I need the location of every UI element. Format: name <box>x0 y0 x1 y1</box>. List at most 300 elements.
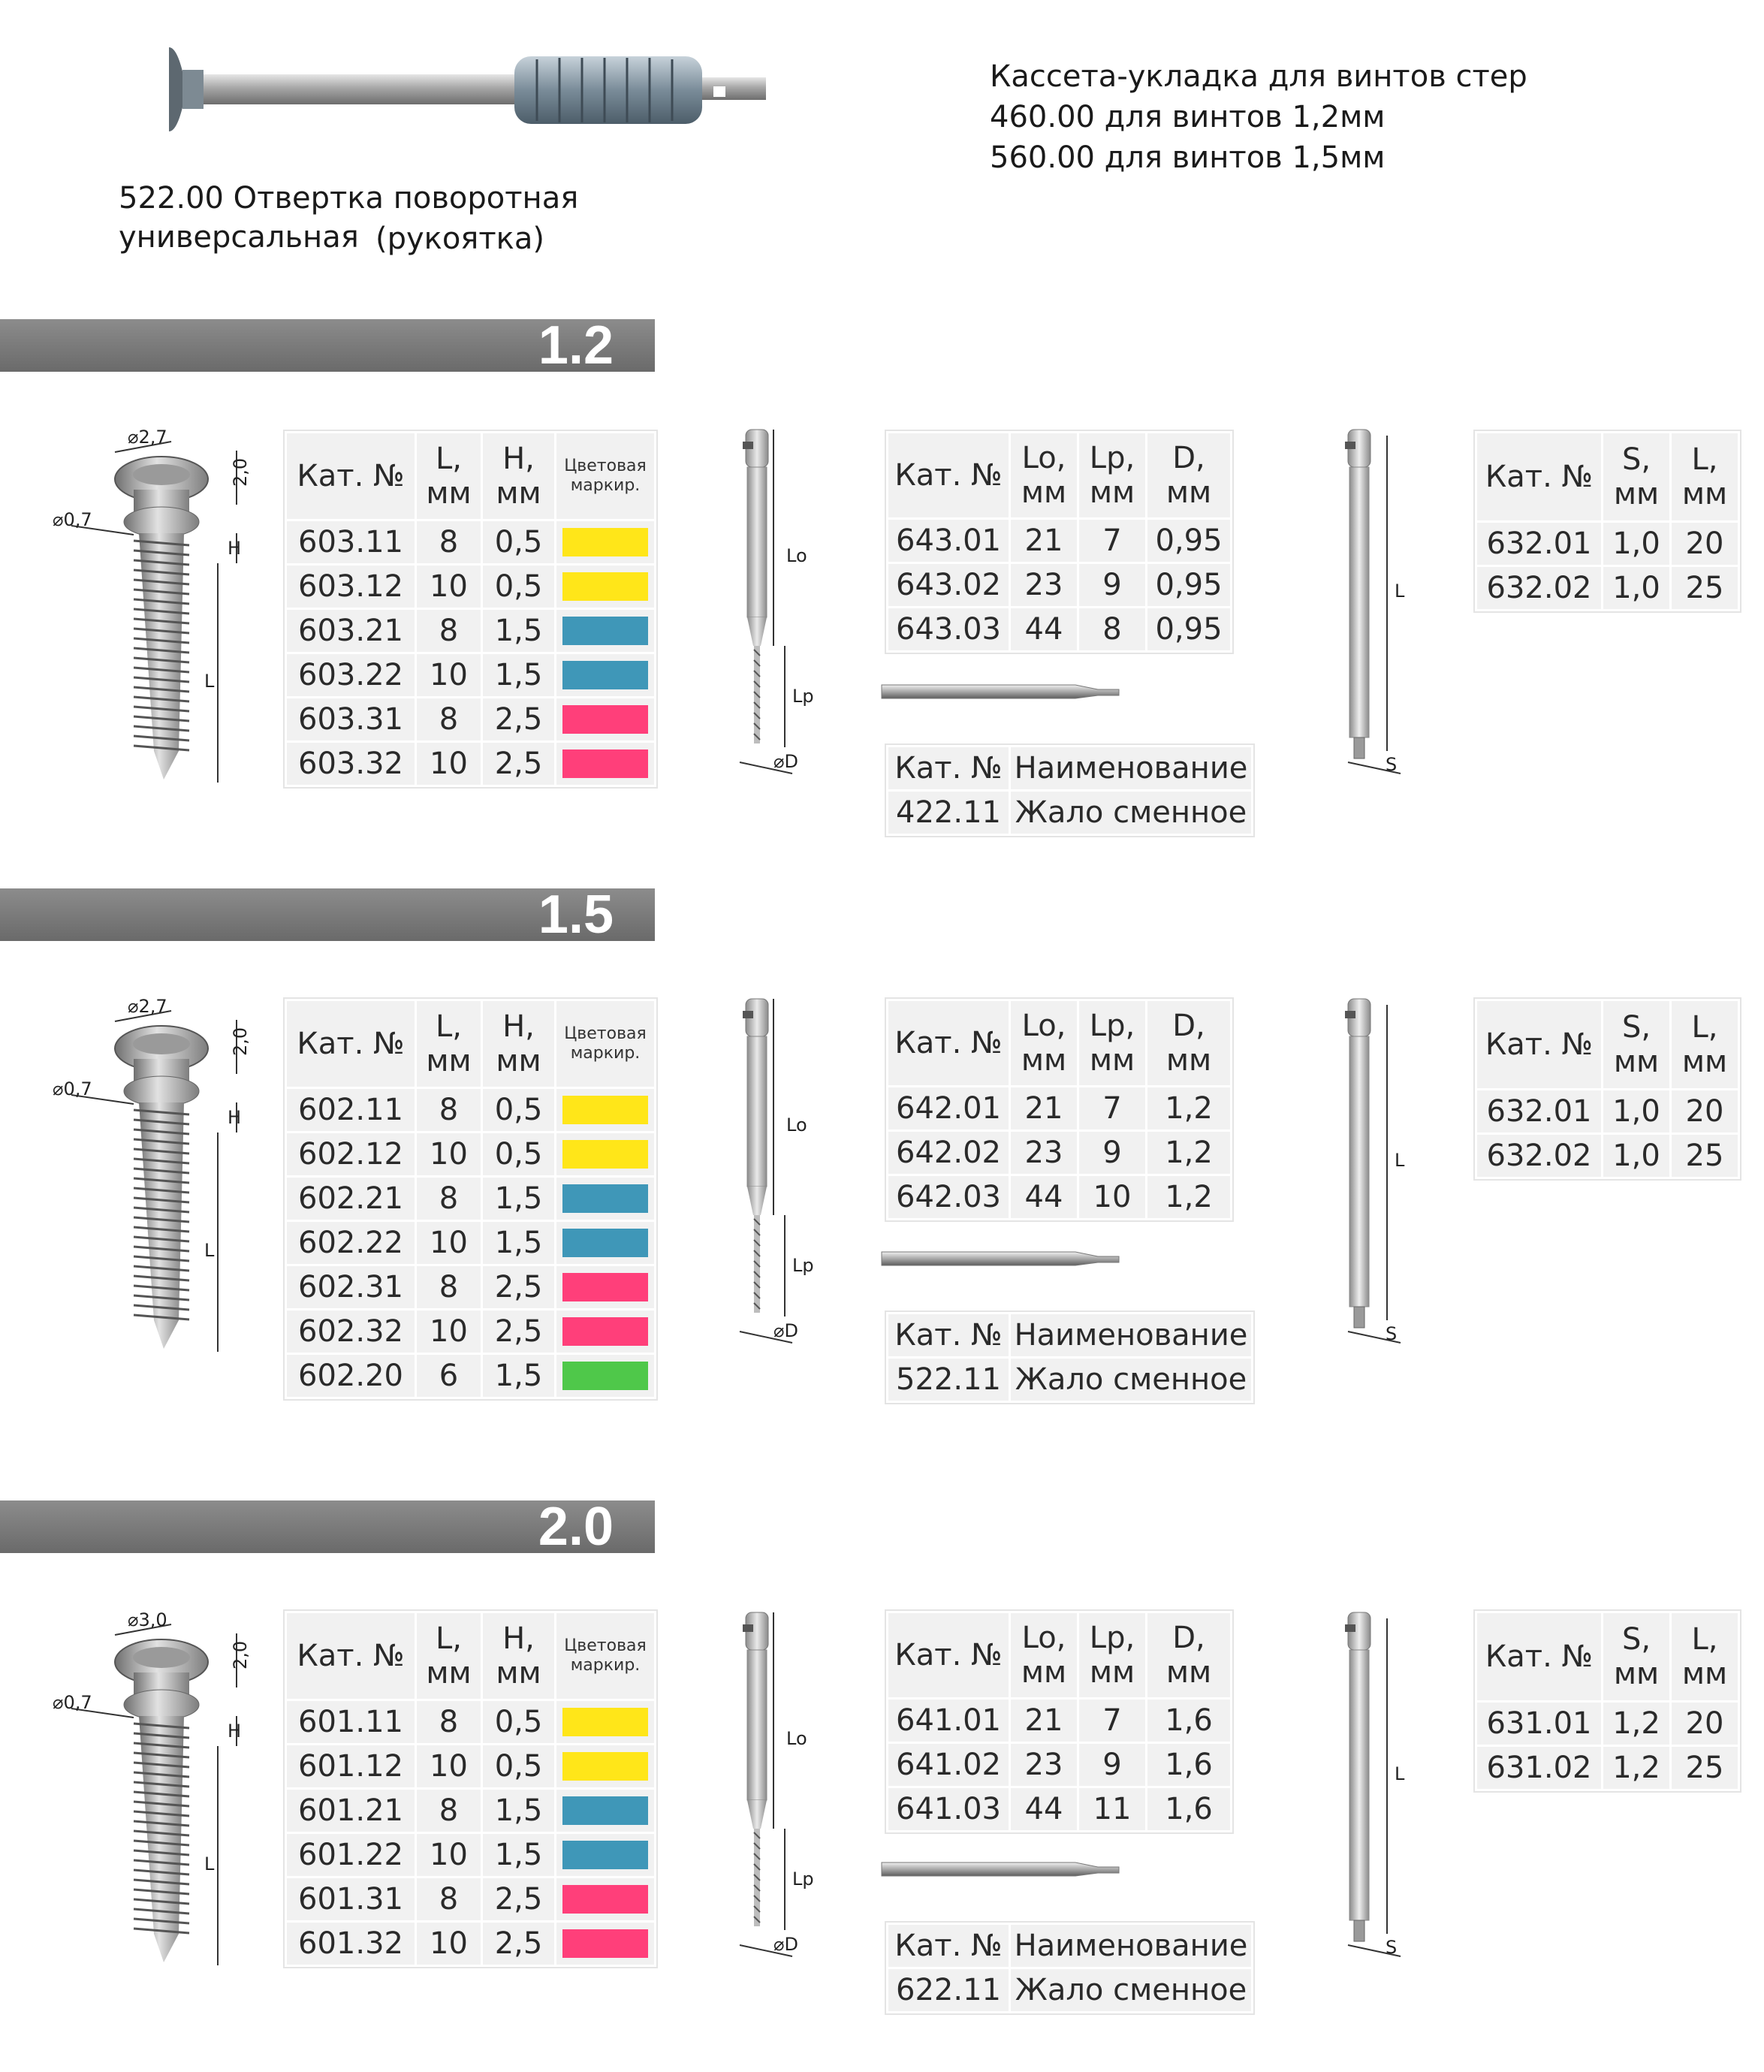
color-swatch <box>562 572 648 601</box>
cell-d: 0,95 <box>1155 523 1223 558</box>
cell-cat: 602.22 <box>298 1226 403 1260</box>
cell-h: 0,5 <box>494 569 543 604</box>
size-band <box>0 885 655 945</box>
cell-cat: 603.22 <box>298 658 403 692</box>
header-s-unit: мм <box>1613 1657 1660 1691</box>
drill-table <box>885 430 1234 654</box>
color-swatch <box>562 528 648 556</box>
table-row <box>287 1266 654 1308</box>
header-lp: Lp, <box>1089 1009 1135 1043</box>
cell-l: 20 <box>1685 1094 1724 1129</box>
cell-lo: 44 <box>1024 1792 1063 1826</box>
cell-cat: 632.01 <box>1486 526 1592 561</box>
dim-head-diameter: ⌀2,7 <box>128 996 167 1017</box>
replaceable-tip-illustration <box>880 676 1135 706</box>
cassette-caption-line-2: 460.00 для винтов 1,2мм <box>990 100 1386 134</box>
dim-l: L <box>1395 1763 1405 1784</box>
table-header <box>287 1613 654 1699</box>
table-row <box>287 1790 654 1832</box>
dim-d: ⌀D <box>773 751 798 772</box>
cell-h: 1,5 <box>494 1226 543 1260</box>
cassette-caption-line-1: Кассета-укладка для винтов стер <box>990 59 1527 94</box>
table-header <box>1477 1001 1738 1088</box>
cell-lo: 21 <box>1024 1091 1063 1126</box>
header-l: L, <box>436 1009 462 1044</box>
cell-cat: 642.01 <box>896 1091 1001 1126</box>
header-cat: Кат. № <box>894 1026 1003 1060</box>
header-h-unit: мм <box>496 1044 541 1078</box>
table-header <box>888 1925 1251 1967</box>
table-row <box>287 1222 654 1264</box>
cell-cat: 602.20 <box>298 1359 403 1393</box>
color-swatch <box>562 1317 648 1346</box>
dim-head-height: 2,0 <box>230 1027 251 1056</box>
driver-blade-illustration <box>1333 990 1423 1350</box>
cell-cat: 603.12 <box>298 569 403 604</box>
header-cat: Кат. № <box>297 1027 405 1061</box>
cell-cat: 422.11 <box>896 795 1001 830</box>
table-row <box>888 1969 1251 2011</box>
dim-l: L <box>1395 1150 1405 1171</box>
table-row <box>888 1700 1230 1742</box>
cell-cat: 631.01 <box>1486 1706 1592 1741</box>
cell-l: 25 <box>1685 1139 1724 1173</box>
header-color-2: маркир. <box>570 476 641 495</box>
cell-cat: 601.21 <box>298 1793 403 1828</box>
cell-l: 25 <box>1685 571 1724 605</box>
cell-l: 10 <box>430 746 468 781</box>
header-lo-unit: мм <box>1021 1655 1067 1690</box>
cell-cat: 602.31 <box>298 1270 403 1304</box>
driver-blade-table <box>1473 997 1741 1181</box>
header-s: S, <box>1621 442 1651 477</box>
cell-cat: 603.21 <box>298 614 403 648</box>
table-row <box>1477 567 1738 609</box>
table-header <box>888 1613 1230 1697</box>
header-l: L, <box>1691 1010 1718 1045</box>
screw-table <box>283 1609 658 1968</box>
dim-lo: Lo <box>786 545 807 566</box>
cell-h: 0,5 <box>494 525 543 559</box>
header-lo-unit: мм <box>1021 1043 1067 1078</box>
table-row <box>287 1310 654 1353</box>
cell-l: 8 <box>439 1181 459 1216</box>
header-lo: Lo, <box>1021 441 1066 475</box>
screw-illustration <box>45 990 270 1365</box>
header-l-unit: мм <box>1681 1657 1728 1691</box>
header-lp: Lp, <box>1089 1621 1135 1655</box>
header-l: L, <box>1691 1622 1718 1657</box>
table-row <box>888 564 1230 606</box>
dim-head-diameter: ⌀2,7 <box>128 427 167 448</box>
drill-table <box>885 1609 1234 1834</box>
table-row <box>1477 1135 1738 1177</box>
dim-l: L <box>1395 581 1405 602</box>
header-s: S, <box>1621 1010 1651 1045</box>
dim-lp: Lp <box>792 1255 814 1276</box>
cell-l: 8 <box>439 1270 459 1304</box>
table-row <box>888 1087 1230 1129</box>
cell-lp: 9 <box>1102 1748 1122 1782</box>
table-row <box>287 743 654 785</box>
cell-l: 20 <box>1685 526 1724 561</box>
header-lp-unit: мм <box>1089 475 1135 510</box>
header-lo-unit: мм <box>1021 475 1067 510</box>
table-row <box>287 1745 654 1787</box>
dim-l: L <box>204 1240 215 1261</box>
screw-illustration <box>45 421 270 796</box>
cell-cat: 522.11 <box>896 1362 1001 1397</box>
cell-name: Жало сменное <box>1015 1973 1247 2007</box>
header-l: L, <box>436 442 462 476</box>
header-color: Цветовая <box>564 1636 647 1655</box>
cell-cat: 603.11 <box>298 525 403 559</box>
header-l: L, <box>436 1621 462 1656</box>
header-cat: Кат. № <box>894 1929 1003 1963</box>
color-swatch <box>562 1708 648 1736</box>
dim-head-diameter: ⌀3,0 <box>128 1609 167 1630</box>
cell-l: 6 <box>439 1359 459 1393</box>
header-lp: Lp, <box>1089 441 1135 475</box>
dim-head-height: 2,0 <box>230 457 251 487</box>
cell-l: 10 <box>430 569 468 604</box>
dim-lo: Lo <box>786 1114 807 1136</box>
drill-illustration <box>732 990 822 1350</box>
header-s-unit: мм <box>1613 477 1660 511</box>
table-row <box>287 610 654 652</box>
header-cat: Кат. № <box>894 1318 1003 1353</box>
cell-h: 0,5 <box>494 1137 543 1172</box>
screwdriver-caption-line-2: (рукоятка) <box>375 222 544 256</box>
replaceable-tip-illustration <box>880 1853 1135 1883</box>
table-row <box>888 1359 1251 1401</box>
cell-h: 0,5 <box>494 1749 543 1784</box>
cell-l: 20 <box>1685 1706 1724 1741</box>
color-swatch <box>562 661 648 689</box>
cell-l: 8 <box>439 1882 459 1917</box>
cell-cat: 601.22 <box>298 1838 403 1872</box>
cell-h: 2,5 <box>494 1270 543 1304</box>
table-header <box>888 747 1251 789</box>
header-l-unit: мм <box>1681 1045 1728 1079</box>
cell-h: 1,5 <box>494 1838 543 1872</box>
header-lp-unit: мм <box>1089 1043 1135 1078</box>
table-row <box>1477 1747 1738 1789</box>
cell-cat: 631.02 <box>1486 1751 1592 1785</box>
drill-illustration <box>732 421 822 781</box>
header-d: D, <box>1172 1009 1205 1043</box>
header-name: Наименование <box>1014 1929 1248 1963</box>
color-swatch <box>562 1929 648 1958</box>
dim-head-height: 2,0 <box>230 1640 251 1669</box>
table-header <box>888 1001 1230 1085</box>
table-header <box>287 1001 654 1087</box>
cell-lp: 10 <box>1093 1180 1132 1214</box>
dim-s: S <box>1386 1323 1398 1344</box>
cell-name: Жало сменное <box>1015 1362 1247 1397</box>
table-row <box>287 1878 654 1920</box>
cell-l: 10 <box>430 658 468 692</box>
cell-l: 8 <box>439 614 459 648</box>
header-cat: Кат. № <box>894 1638 1003 1672</box>
driver-blade-table <box>1473 430 1741 613</box>
cell-lp: 9 <box>1102 568 1122 602</box>
header-d-unit: мм <box>1165 475 1212 510</box>
cell-lp: 7 <box>1102 1703 1122 1738</box>
color-swatch <box>562 1362 648 1390</box>
header-h: H, <box>502 442 535 476</box>
color-swatch <box>562 1140 648 1169</box>
header-lo: Lo, <box>1021 1009 1066 1043</box>
size-band <box>0 1497 655 1557</box>
table-header <box>1477 433 1738 520</box>
cell-cat: 601.11 <box>298 1705 403 1739</box>
color-swatch <box>562 1796 648 1825</box>
cell-d: 1,2 <box>1165 1136 1213 1170</box>
cell-cat: 632.02 <box>1486 571 1592 605</box>
cell-cat: 602.11 <box>298 1093 403 1127</box>
color-swatch <box>562 749 648 778</box>
tip-table <box>885 1921 1255 2015</box>
cell-h: 1,5 <box>494 658 543 692</box>
color-swatch <box>562 1752 648 1781</box>
color-swatch <box>562 1184 648 1213</box>
driver-blade-table <box>1473 1609 1741 1793</box>
cell-lo: 23 <box>1024 568 1063 602</box>
dim-lp: Lp <box>792 686 814 707</box>
table-header <box>1477 1613 1738 1700</box>
color-swatch <box>562 1229 648 1257</box>
replaceable-tip-illustration <box>880 1243 1135 1273</box>
cell-l: 10 <box>430 1749 468 1784</box>
cell-d: 0,95 <box>1155 568 1223 602</box>
cell-s: 1,2 <box>1612 1751 1660 1785</box>
dim-h: H <box>228 1107 242 1128</box>
cell-s: 1,0 <box>1612 1094 1660 1129</box>
cell-h: 0,5 <box>494 1705 543 1739</box>
cell-cat: 602.21 <box>298 1181 403 1216</box>
table-row <box>287 1923 654 1965</box>
table-row <box>1477 1703 1738 1745</box>
dim-d: ⌀D <box>773 1320 798 1341</box>
cell-lo: 44 <box>1024 612 1063 647</box>
header-h: H, <box>502 1009 535 1044</box>
header-h: H, <box>502 1621 535 1656</box>
cell-l: 25 <box>1685 1751 1724 1785</box>
cell-s: 1,0 <box>1612 1139 1660 1173</box>
header-s: S, <box>1621 1622 1651 1657</box>
cell-cat: 642.03 <box>896 1180 1001 1214</box>
header-cat: Кат. № <box>297 1639 405 1673</box>
cell-lo: 21 <box>1024 523 1063 558</box>
cell-l: 8 <box>439 1793 459 1828</box>
dim-lp: Lp <box>792 1868 814 1890</box>
cell-cat: 632.02 <box>1486 1139 1592 1173</box>
color-swatch <box>562 1096 648 1124</box>
table-row <box>888 1176 1230 1218</box>
cell-cat: 641.01 <box>896 1703 1001 1738</box>
color-swatch <box>562 705 648 734</box>
driver-blade-illustration <box>1333 421 1423 781</box>
cell-d: 1,2 <box>1165 1091 1213 1126</box>
cell-cat: 642.02 <box>896 1136 1001 1170</box>
cell-cat: 643.01 <box>896 523 1001 558</box>
cell-lo: 21 <box>1024 1703 1063 1738</box>
drill-illustration <box>732 1603 822 1964</box>
cell-l: 8 <box>439 1705 459 1739</box>
dim-d: ⌀D <box>773 1934 798 1955</box>
header-color: Цветовая <box>564 1024 647 1043</box>
cell-lp: 7 <box>1102 523 1122 558</box>
table-row <box>287 654 654 696</box>
header-cat: Кат. № <box>1485 460 1594 494</box>
header-d-unit: мм <box>1165 1043 1212 1078</box>
cell-lp: 9 <box>1102 1136 1122 1170</box>
table-header <box>287 433 654 519</box>
table-row <box>287 698 654 740</box>
header-d: D, <box>1172 441 1205 475</box>
size-band-label: 1.5 <box>538 885 614 945</box>
header-l-unit: мм <box>426 1044 472 1078</box>
header-cat: Кат. № <box>894 458 1003 493</box>
header-d-unit: мм <box>1165 1655 1212 1690</box>
header-h-unit: мм <box>496 1656 541 1690</box>
cell-l: 8 <box>439 525 459 559</box>
cassette-caption-line-3: 560.00 для винтов 1,5мм <box>990 140 1386 175</box>
screwdriver-handle-image <box>161 41 777 139</box>
header-cat: Кат. № <box>894 751 1003 786</box>
cell-cat: 601.12 <box>298 1749 403 1784</box>
cell-l: 8 <box>439 702 459 737</box>
header-color: Цветовая <box>564 457 647 475</box>
color-swatch <box>562 1885 648 1914</box>
cell-d: 1,6 <box>1165 1703 1213 1738</box>
dim-h: H <box>228 1721 242 1742</box>
tip-table <box>885 1310 1255 1404</box>
header-color-2: маркир. <box>570 1656 641 1675</box>
table-row <box>287 1133 654 1175</box>
dim-neck-diameter: ⌀0,7 <box>53 1692 92 1713</box>
cell-s: 1,2 <box>1612 1706 1660 1741</box>
cell-cat: 601.31 <box>298 1882 403 1917</box>
cell-s: 1,0 <box>1612 571 1660 605</box>
cell-d: 1,6 <box>1165 1748 1213 1782</box>
driver-blade-illustration <box>1333 1603 1423 1964</box>
cell-lo: 23 <box>1024 1748 1063 1782</box>
cell-l: 8 <box>439 1093 459 1127</box>
table-row <box>287 1089 654 1131</box>
cell-cat: 603.32 <box>298 746 403 781</box>
dim-h: H <box>228 538 242 559</box>
cell-h: 2,5 <box>494 1882 543 1917</box>
table-row <box>287 1355 654 1397</box>
cell-d: 1,6 <box>1165 1792 1213 1826</box>
cell-l: 10 <box>430 1926 468 1961</box>
dim-s: S <box>1386 1937 1398 1958</box>
table-row <box>888 1788 1230 1830</box>
header-h-unit: мм <box>496 476 541 511</box>
header-cat: Кат. № <box>1485 1639 1594 1674</box>
cell-h: 1,5 <box>494 1793 543 1828</box>
cell-h: 2,5 <box>494 702 543 737</box>
cell-cat: 601.32 <box>298 1926 403 1961</box>
header-name: Наименование <box>1014 1318 1248 1353</box>
table-row <box>287 1701 654 1743</box>
cell-cat: 643.02 <box>896 568 1001 602</box>
header-s-unit: мм <box>1613 1045 1660 1079</box>
cell-name: Жало сменное <box>1015 795 1247 830</box>
cell-h: 0,5 <box>494 1093 543 1127</box>
dim-neck-diameter: ⌀0,7 <box>53 509 92 530</box>
color-swatch <box>562 617 648 645</box>
dim-lo: Lo <box>786 1728 807 1749</box>
cell-h: 2,5 <box>494 1314 543 1349</box>
cell-cat: 641.03 <box>896 1792 1001 1826</box>
table-row <box>287 1834 654 1876</box>
color-swatch <box>562 1273 648 1301</box>
table-row <box>287 1178 654 1220</box>
header-d: D, <box>1172 1621 1205 1655</box>
screw-table <box>283 430 658 789</box>
header-lp-unit: мм <box>1089 1655 1135 1690</box>
cell-l: 10 <box>430 1137 468 1172</box>
cell-cat: 643.03 <box>896 612 1001 647</box>
cell-l: 10 <box>430 1838 468 1872</box>
cell-cat: 602.12 <box>298 1137 403 1172</box>
header-color-2: маркир. <box>570 1044 641 1063</box>
cell-s: 1,0 <box>1612 526 1660 561</box>
cell-cat: 641.02 <box>896 1748 1001 1782</box>
size-band <box>0 315 655 375</box>
header-cat: Кат. № <box>1485 1027 1594 1062</box>
header-l: L, <box>1691 442 1718 477</box>
cell-lo: 23 <box>1024 1136 1063 1170</box>
dim-l: L <box>204 671 215 692</box>
header-l-unit: мм <box>1681 477 1728 511</box>
dim-s: S <box>1386 754 1398 775</box>
table-row <box>888 1132 1230 1174</box>
table-row <box>888 792 1251 834</box>
table-row <box>287 566 654 608</box>
table-header <box>888 1314 1251 1356</box>
cell-lp: 7 <box>1102 1091 1122 1126</box>
table-header <box>888 433 1230 517</box>
cell-cat: 622.11 <box>896 1973 1001 2007</box>
cell-lo: 44 <box>1024 1180 1063 1214</box>
table-row <box>888 1744 1230 1786</box>
table-row <box>287 521 654 563</box>
cell-cat: 603.31 <box>298 702 403 737</box>
header-name: Наименование <box>1014 751 1248 786</box>
cell-h: 1,5 <box>494 1359 543 1393</box>
cell-h: 1,5 <box>494 614 543 648</box>
cell-cat: 602.32 <box>298 1314 403 1349</box>
table-row <box>1477 523 1738 565</box>
table-row <box>888 520 1230 562</box>
screwdriver-caption-line-1: 522.00 Отвертка поворотная универсальная <box>119 181 579 255</box>
dim-l: L <box>204 1853 215 1874</box>
cell-lp: 8 <box>1102 612 1122 647</box>
size-band-label: 2.0 <box>538 1497 614 1557</box>
header-lo: Lo, <box>1021 1621 1066 1655</box>
cell-l: 10 <box>430 1226 468 1260</box>
table-row <box>1477 1090 1738 1133</box>
color-swatch <box>562 1841 648 1869</box>
tip-table <box>885 743 1255 837</box>
screw-illustration <box>45 1603 270 1979</box>
cell-h: 2,5 <box>494 746 543 781</box>
drill-table <box>885 997 1234 1222</box>
